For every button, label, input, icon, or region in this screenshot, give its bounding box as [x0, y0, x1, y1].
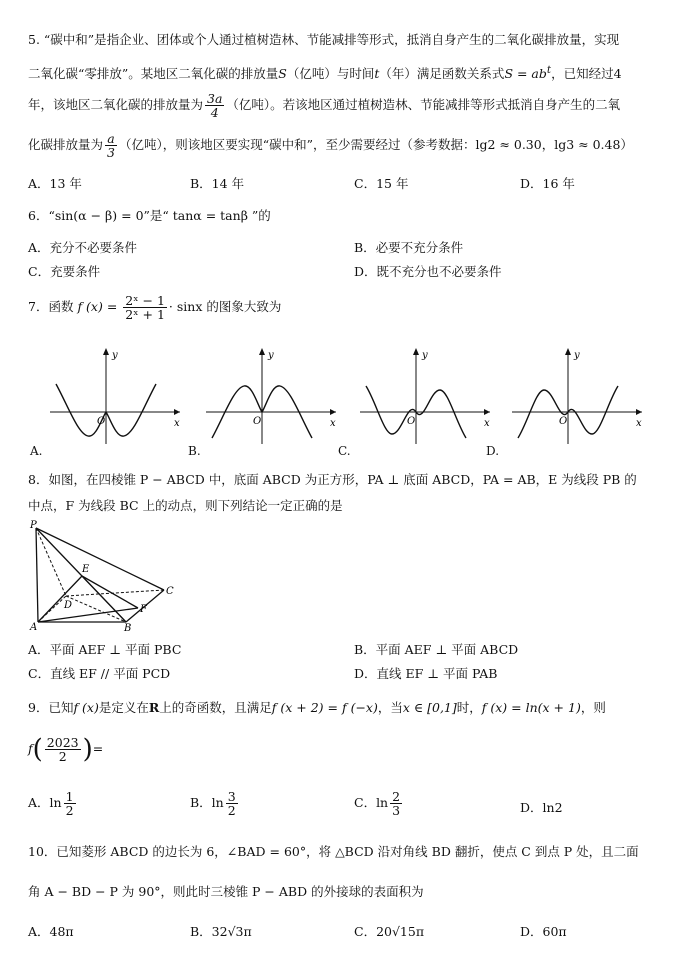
q5-text: ，已知经过4	[551, 66, 622, 82]
q10-option-c[interactable]: C．20√15π	[354, 924, 425, 939]
q7-text: 7．函数	[28, 299, 74, 315]
q9-text: 时，	[456, 700, 482, 715]
q5-line2	[28, 64, 622, 82]
q7-c-origin: O	[407, 416, 416, 427]
q10-option-a[interactable]: A．48π	[28, 924, 74, 939]
q8-label-d: D	[64, 600, 73, 611]
q7-graph-c[interactable]	[360, 346, 495, 446]
q7-graph-b[interactable]	[206, 346, 341, 446]
q6-stem: 6．“sin(α − β) = 0”是“ tanα = tanβ ”的	[28, 208, 271, 223]
q7-c-y-label: y	[422, 350, 428, 361]
q5-option-a[interactable]: A．13 年	[28, 176, 82, 191]
q6-option-b[interactable]: B．必要不充分条件	[354, 240, 464, 255]
q9-definition: f (x) = ln(x + 1)	[481, 700, 581, 715]
q9-reals: R	[148, 700, 160, 715]
q5-var-s: S	[278, 66, 287, 82]
q8-option-a[interactable]: A．平面 AEF ⊥ 平面 PBC	[28, 642, 182, 657]
q6-option-c[interactable]: C．充要条件	[28, 264, 101, 279]
q8-pyramid-figure	[26, 520, 176, 632]
q7-graph-d[interactable]	[512, 346, 647, 446]
q8-label-a: A	[30, 622, 38, 632]
q10-line2: 角 A − BD − P 为 90°，则此时三棱锥 P − ABD 的外接球的表面积为	[28, 884, 424, 899]
q9-option-a[interactable]: A．ln $\frac{1}{2}$	[28, 789, 74, 819]
q5-var-t: t	[374, 66, 380, 82]
q8-label-b: B	[124, 623, 132, 632]
q5-text: （年）满足函数关系式	[379, 66, 505, 82]
q5-line1: 5. “碳中和”是指企业、团体或个人通过植树造林、节能减排等形式，抵消自身产生的二氧化碳排放量，实现	[28, 32, 620, 47]
q7-fraction: $\frac{\text{2ˣ − 1}}{\text{2ˣ + 1}}$	[125, 293, 165, 323]
q5-formula: S = ab	[504, 66, 547, 82]
q9-fraction: $\frac{2023}{2}$	[46, 735, 79, 765]
q5-text: （亿吨）与时间	[286, 66, 375, 82]
q9-equals: =	[92, 741, 104, 757]
q9-expression: f( $\frac{2023}{2}$ )=	[28, 734, 104, 765]
q7-graph-a[interactable]	[50, 346, 185, 446]
q5-text: （亿吨）。若该地区通过植树造林、节能减排等形式抵消自身产生的二氧	[226, 97, 621, 113]
q5-line4	[28, 132, 633, 159]
q7-c-x-label: x	[484, 418, 490, 429]
q7-option-d[interactable]: D.	[486, 444, 500, 458]
q9-text: ，当	[377, 700, 403, 715]
q8-line2: 中点，F 为线段 BC 上的动点，则下列结论一定正确的是	[28, 498, 343, 513]
q8-option-d[interactable]: D．直线 EF ⊥ 平面 PAB	[354, 666, 498, 681]
q5-line3	[28, 92, 620, 119]
q8-option-c[interactable]: C．直线 EF // 平面 PCD	[28, 666, 171, 681]
q9-domain: x ∈ [0,1]	[402, 700, 457, 715]
q5-formula-exp: t	[546, 64, 552, 76]
q7-text: · sinx 的图象大致为	[168, 299, 282, 315]
q5-text: 年，该地区二氧化碳的排放量为	[28, 97, 204, 113]
q8-label-p: P	[30, 520, 37, 531]
q7-a-origin: O	[97, 416, 106, 427]
q6-option-a[interactable]: A．充分不必要条件	[28, 240, 138, 255]
q9-option-d[interactable]: D．ln2	[520, 800, 563, 815]
q7-func: f (x) =	[77, 299, 118, 315]
q5-option-d[interactable]: D．16 年	[520, 176, 575, 191]
q7-d-y-label: y	[574, 350, 580, 361]
q9-equation: f (x + 2) = f (−x)	[271, 700, 378, 715]
q9-option-b[interactable]: B．ln $\frac{3}{2}$	[190, 789, 236, 819]
q7-b-x-label: x	[330, 418, 336, 429]
q7-b-y-label: y	[268, 350, 274, 361]
q7-d-origin: O	[559, 416, 568, 427]
q10-option-d[interactable]: D．60π	[520, 924, 567, 939]
q9-option-c[interactable]: C．ln $\frac{2}{3}$	[354, 789, 401, 819]
q8-label-c: C	[166, 586, 174, 597]
q8-option-b[interactable]: B．平面 AEF ⊥ 平面 ABCD	[354, 642, 519, 657]
q9-text: 是定义在	[98, 700, 149, 715]
q10-line1: 10．已知菱形 ABCD 的边长为 6，∠BAD = 60°，将 △BCD 沿对角线 BD 翻折，使点 C 到点 P 处，且二面	[28, 844, 639, 859]
q7-option-a[interactable]: A.	[30, 444, 43, 458]
q7-a-y-label: y	[112, 350, 118, 361]
q5-fraction-a-3: $\frac{a}{3}$	[107, 131, 115, 161]
q9-text: ，则	[580, 700, 606, 715]
q7-b-origin: O	[253, 416, 262, 427]
q9-text: 9．已知	[28, 700, 74, 715]
q9-func: f (x)	[73, 700, 99, 715]
q5-text: 二氧化碳“零排放”。某地区二氧化碳的排放量	[28, 66, 279, 82]
q5-fraction-3a-4: $\frac{3a}{4}$	[207, 91, 223, 121]
q9-line1	[28, 698, 606, 716]
q6-option-d[interactable]: D．既不充分也不必要条件	[354, 264, 502, 279]
q8-label-f: F	[140, 604, 147, 615]
q9-f: f	[28, 741, 33, 757]
q5-text: 化碳排放量为	[28, 137, 104, 153]
q10-option-b[interactable]: B．32√3π	[190, 924, 252, 939]
q7-stem	[28, 294, 281, 321]
q8-line1: 8．如图，在四棱锥 P − ABCD 中，底面 ABCD 为正方形，PA ⊥ 底面 ABCD，PA = AB，E 为线段 PB 的	[28, 472, 637, 487]
q8-label-e: E	[82, 564, 90, 575]
q5-option-b[interactable]: B．14 年	[190, 176, 245, 191]
q7-option-b[interactable]: B.	[188, 444, 201, 458]
q5-text: （亿吨），则该地区要实现“碳中和”，至少需要经过（参考数据：lg2 ≈ 0.30，lg3 ≈ 0.48）	[118, 137, 633, 153]
q7-d-x-label: x	[636, 418, 642, 429]
q9-text: 上的奇函数，且满足	[159, 700, 272, 715]
q5-option-c[interactable]: C．15 年	[354, 176, 409, 191]
q7-option-c[interactable]: C.	[338, 444, 351, 458]
q7-a-x-label: x	[174, 418, 180, 429]
